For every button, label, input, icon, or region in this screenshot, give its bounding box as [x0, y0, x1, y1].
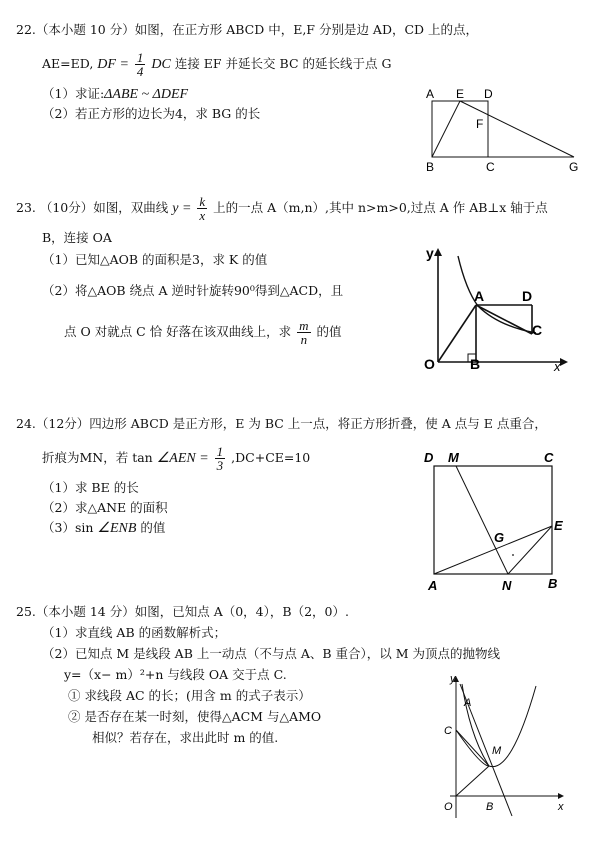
q22-df-equals: DF = — [97, 57, 129, 72]
q23-line-2: B，连接 OA — [42, 230, 112, 245]
q25-part-1: （1）求直线 AB 的函数解析式； — [42, 625, 227, 640]
q23-fraction2-den: n — [300, 332, 308, 347]
q23-segment-ac — [476, 305, 532, 334]
q23-label-a: A — [474, 288, 485, 304]
q22-text-ae-ed: AE=ED, — [42, 56, 94, 71]
q24-label-m: M — [448, 450, 459, 465]
q23-part-2-cont — [64, 312, 342, 352]
q25-figure — [436, 666, 570, 830]
q25-segment-om — [456, 766, 489, 796]
q22-fraction-den: 4 — [136, 64, 144, 79]
q23-fraction-num: k — [199, 194, 206, 209]
q25-label-m: M — [492, 745, 502, 757]
q25-label-a: A — [464, 697, 472, 709]
q25-part-2: （2）已知点 M 是线段 AB 上一动点（不与点 A、B 重合），以 M 为顶点的抛物线 — [42, 646, 501, 661]
q23-fraction-m-n — [297, 319, 310, 346]
q22-part-1 — [42, 86, 188, 103]
q22-line-1: 22.（本小题 10 分）如图，在正方形 ABCD 中，E,F 分别是边 AD，CD 上的点， — [16, 22, 479, 37]
q23-figure — [418, 240, 568, 375]
q24-part-3 — [42, 520, 165, 537]
q23-part-2-cont-end: 的值 — [316, 324, 342, 339]
q23-y-arrow — [434, 248, 442, 256]
q24-part-1: （1）求 BE 的长 — [42, 480, 139, 495]
q22-fraction — [135, 51, 146, 78]
q24-segment-ne — [508, 526, 552, 574]
q24-line-1: 24.（12分）四边形 ABCD 是正方形，E 为 BC 上一点，将正方形折叠，使 A 点与 E 点重合， — [16, 416, 547, 431]
q24-label-a: A — [428, 578, 438, 593]
q24-dot — [512, 554, 514, 556]
q23-part-2-cont-start: 点 O 对就点 C 恰 好落在该双曲线上，求 — [64, 324, 292, 339]
q24-square — [434, 466, 552, 574]
q22-segment-be — [432, 101, 460, 157]
q24-segment-ae — [434, 526, 552, 574]
q22-fraction-num: 1 — [136, 50, 144, 65]
q25-label-y: y — [450, 673, 456, 685]
q22-label-b: B — [426, 160, 435, 174]
q24-part-3-end: 的值 — [140, 520, 166, 535]
q24-figure — [418, 446, 578, 594]
q22-line-2-rest: 连接 EF 并延长交 BC 的延长线于点 G — [174, 56, 392, 71]
q22-part-1-label: （1）求证: — [42, 86, 105, 101]
q23-segment-oa — [438, 305, 476, 362]
q22-label-c: C — [486, 160, 495, 174]
q23-line-1-start: 23. （10分）如图，双曲线 — [16, 200, 169, 215]
q22-dc: DC — [151, 57, 171, 72]
q25-label-o: O — [444, 801, 453, 813]
q23-label-x: x — [554, 359, 561, 374]
q24-label-b: B — [548, 576, 558, 591]
q23-label-b: B — [470, 356, 481, 372]
q23-label-c: C — [532, 322, 543, 338]
q25-sub-1: ① 求线段 AC 的长；(用含 m 的式子表示） — [68, 688, 311, 703]
q25-x-arrow — [558, 793, 564, 799]
q23-line-1-rest: 上的一点 A（m,n）,其中 n>m>0,过点 A 作 AB⊥x 轴于点 — [213, 200, 548, 215]
q24-line-2 — [42, 440, 310, 476]
q23-x-arrow — [560, 358, 568, 366]
q25-line-1: 25.（本小题 14 分）如图，已知点 A（0，4），B（2，0）. — [16, 604, 349, 619]
q24-part-3-label: （3）sin — [42, 520, 94, 535]
q24-part-2: （2）求△ANE 的面积 — [42, 500, 168, 515]
q24-angle-enb: ∠ENB — [97, 521, 137, 536]
q23-label-d: D — [522, 288, 533, 304]
q24-fraction-den: 3 — [216, 458, 224, 473]
q22-label-a: A — [426, 87, 435, 101]
q24-label-n: N — [502, 578, 512, 593]
q25-parabola-expr: y=（x− m）²+n 与线段 OA 交于点 C. — [64, 667, 287, 682]
q24-label-c: C — [544, 450, 554, 465]
q22-part-2: （2）若正方形的边长为4，求 BG 的长 — [42, 106, 261, 121]
q22-label-g: G — [569, 160, 579, 174]
q24-crease-mn — [456, 466, 508, 574]
q25-sub-2-cont: 相似？若存在，求出此时 m 的值. — [92, 730, 279, 745]
q22-figure — [418, 84, 588, 176]
q24-angle-aen: ∠AEN = — [156, 451, 209, 466]
q22-label-f: F — [476, 117, 484, 131]
q23-fraction-k-x — [197, 195, 207, 222]
q22-line-2 — [42, 46, 391, 82]
q23-fraction2-num: m — [299, 318, 309, 333]
q23-part-1: （1）已知△AOB 的面积是3，求 K 的值 — [42, 252, 268, 267]
q23-line-1 — [16, 190, 548, 226]
q22-similar-expr: ΔABE ~ ΔDEF — [104, 87, 189, 102]
q24-fraction — [215, 445, 226, 472]
q23-fraction-den: x — [199, 208, 206, 223]
q22-label-d: D — [484, 87, 493, 101]
q25-label-c: C — [444, 725, 452, 737]
q23-part-2: （2）将△AOB 绕点 A 逆时针旋转90⁰得到△ACD，且 — [42, 283, 344, 298]
q24-label-g: G — [494, 530, 505, 545]
q25-label-x: x — [558, 801, 564, 813]
q24-line-2-rest: ,DC+CE=10 — [231, 450, 311, 465]
q23-y-equals: y = — [172, 201, 192, 216]
q24-line-2-start: 折痕为MN，若 tan — [42, 450, 153, 465]
q23-label-o: O — [424, 356, 435, 372]
q25-sub-2: ② 是否存在某一时刻，使得△ACM 与△AMO — [68, 709, 322, 724]
q23-label-y: y — [426, 245, 434, 261]
q24-label-d: D — [424, 450, 434, 465]
q24-label-e: E — [554, 518, 563, 533]
q25-segment-cm — [456, 730, 489, 766]
q25-label-b: B — [486, 801, 494, 813]
q24-fraction-num: 1 — [216, 444, 224, 459]
q22-label-e: E — [456, 87, 465, 101]
